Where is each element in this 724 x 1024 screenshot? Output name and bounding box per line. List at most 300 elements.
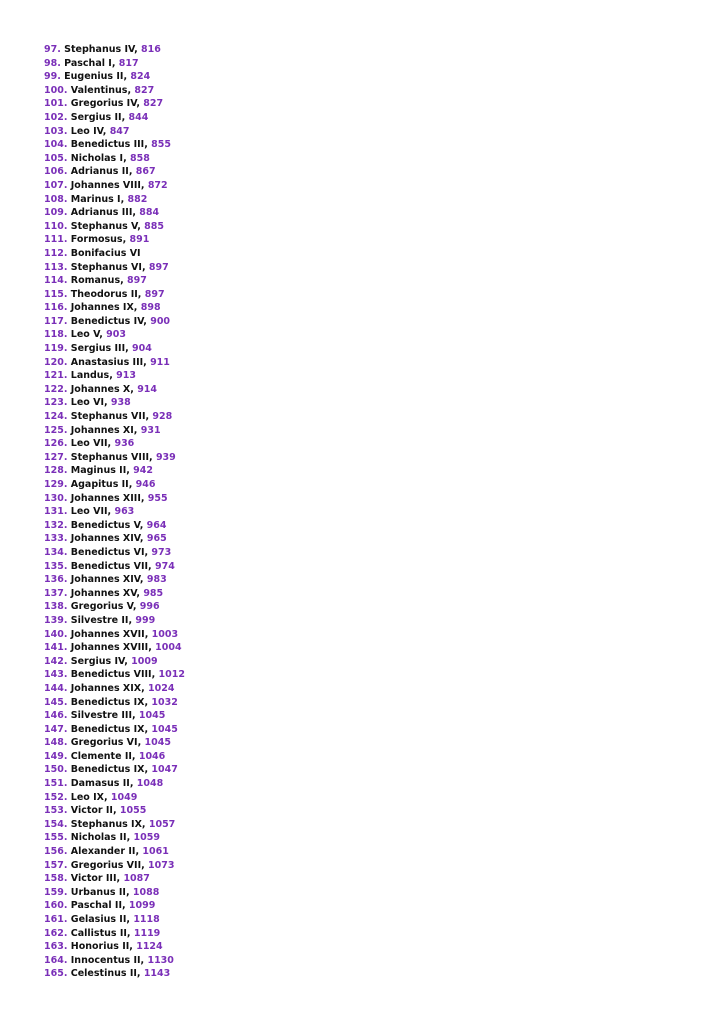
- entry-year: 1045: [138, 710, 166, 722]
- entry-number: 123.: [44, 397, 68, 409]
- entry-separator: ,: [137, 737, 145, 749]
- entry-name: Sergius III: [70, 343, 126, 355]
- entry-separator: ,: [121, 111, 129, 123]
- entry-number: 158.: [44, 873, 68, 885]
- entry-separator: ,: [111, 57, 119, 69]
- entry-name: Silvestre III: [70, 710, 132, 722]
- list-item: [44, 696, 185, 710]
- entry-name: Anastasius III: [70, 356, 144, 368]
- entry-separator: ,: [141, 261, 149, 273]
- entry-name: Stephanus V: [70, 220, 138, 232]
- entry-separator: ,: [112, 805, 120, 817]
- entry-year: 1049: [110, 791, 138, 803]
- list-item: [44, 750, 185, 764]
- entry-separator: ,: [125, 886, 133, 898]
- entry-year: 827: [134, 84, 155, 96]
- list-item: [44, 587, 185, 601]
- entry-name: Benedictus III: [70, 139, 145, 151]
- list-item: [44, 600, 185, 614]
- entry-number: 150.: [44, 764, 68, 776]
- list-item: [44, 206, 185, 220]
- list-item: [44, 777, 185, 791]
- entry-year: 1119: [133, 927, 161, 939]
- entry-year: 1061: [142, 846, 169, 858]
- entry-number: 142.: [44, 655, 68, 667]
- list-item: [44, 655, 185, 669]
- entry-name: Stephanus IX: [70, 818, 142, 830]
- entry-number: 128.: [44, 465, 68, 477]
- entry-separator: ,: [126, 832, 134, 844]
- entry-separator: ,: [144, 764, 152, 776]
- entry-name: Johannes XIV: [70, 533, 140, 545]
- entry-separator: ,: [126, 465, 134, 477]
- list-item: [44, 84, 185, 98]
- list-item: [44, 859, 185, 873]
- entry-separator: ,: [130, 383, 138, 395]
- entry-name: Benedictus IX: [70, 764, 145, 776]
- entry-year: 911: [150, 356, 170, 368]
- list-item: [44, 546, 185, 560]
- entry-number: 137.: [44, 587, 68, 599]
- entry-separator: ,: [132, 207, 140, 219]
- entry-name: Romanus: [70, 275, 121, 287]
- list-item: [44, 940, 185, 954]
- list-item: [44, 356, 185, 370]
- entry-number: 156.: [44, 846, 68, 858]
- entry-year: 884: [139, 207, 160, 219]
- list-item: [44, 641, 185, 655]
- entry-year: 844: [128, 111, 149, 123]
- list-item: [44, 152, 185, 166]
- list-item: [44, 845, 185, 859]
- entry-year: 904: [132, 343, 152, 355]
- entry-year: 1009: [131, 655, 158, 667]
- entry-name: Benedictus VI: [70, 546, 145, 558]
- entry-number: 102.: [44, 111, 68, 123]
- entry-separator: ,: [109, 370, 117, 382]
- entry-number: 134.: [44, 546, 68, 558]
- entry-name: Leo VII: [70, 506, 108, 518]
- entry-number: 129.: [44, 479, 68, 490]
- entry-separator: ,: [121, 900, 129, 912]
- entry-name: Leo IV: [70, 125, 103, 137]
- entry-name: Nicholas I: [70, 152, 124, 164]
- entry-name: Victor III: [70, 873, 117, 885]
- list-item: [44, 247, 185, 261]
- entry-separator: ,: [136, 968, 144, 980]
- entry-name: Johannes XVIII: [70, 642, 149, 654]
- entry-name: Gregorius VII: [70, 859, 142, 871]
- entry-name: Bonifacius VI: [70, 247, 141, 259]
- entry-number: 162.: [44, 927, 68, 939]
- entry-year: 996: [139, 601, 160, 613]
- entry-separator: ,: [123, 152, 130, 164]
- entry-number: 163.: [44, 941, 68, 953]
- entry-name: Benedictus IX: [70, 723, 145, 735]
- entry-separator: ,: [99, 329, 107, 341]
- list-item: [44, 628, 185, 642]
- entry-separator: ,: [148, 560, 155, 572]
- list-item: [44, 872, 185, 886]
- entry-year: 965: [146, 533, 167, 545]
- entry-year: 903: [106, 329, 126, 341]
- entry-number: 111.: [44, 234, 68, 246]
- list-item: [44, 532, 185, 546]
- entry-name: Agapitus II: [70, 479, 129, 490]
- entry-name: Johannes X: [70, 383, 131, 395]
- entry-number: 151.: [44, 778, 68, 790]
- entry-year: 946: [135, 479, 156, 490]
- entry-year: 963: [114, 506, 135, 518]
- entry-separator: ,: [122, 234, 130, 246]
- entry-separator: ,: [136, 98, 144, 110]
- entry-separator: ,: [129, 778, 137, 790]
- entry-separator: ,: [124, 655, 132, 667]
- entry-name: Adrianus II: [70, 166, 129, 178]
- entry-year: 885: [144, 220, 164, 232]
- entry-number: 108.: [44, 193, 68, 205]
- entry-year: 1088: [132, 886, 160, 898]
- list-item: [44, 383, 185, 397]
- entry-name: Leo V: [70, 329, 100, 341]
- list-item: [44, 804, 185, 818]
- pope-list: [44, 43, 185, 981]
- entry-separator: ,: [137, 288, 145, 300]
- entry-number: 122.: [44, 383, 68, 395]
- entry-year: 1046: [138, 750, 166, 762]
- entry-year: 824: [130, 71, 151, 83]
- entry-year: 928: [152, 411, 173, 423]
- entry-name: Leo IX: [70, 791, 104, 803]
- entry-separator: ,: [103, 791, 111, 803]
- entry-separator: ,: [120, 193, 128, 205]
- entry-number: 127.: [44, 451, 68, 463]
- entry-year: 1048: [136, 778, 164, 790]
- entry-name: Benedictus VIII: [70, 669, 152, 681]
- entry-year: 1012: [158, 669, 185, 681]
- list-item: [44, 818, 185, 832]
- entry-number: 153.: [44, 805, 68, 817]
- entry-year: 900: [150, 315, 171, 327]
- list-item: [44, 763, 185, 777]
- entry-year: 1124: [136, 941, 163, 953]
- entry-number: 144.: [44, 682, 68, 694]
- entry-separator: ,: [107, 438, 115, 450]
- entry-name: Honorius II: [70, 941, 130, 953]
- entry-separator: ,: [144, 628, 152, 640]
- entry-number: 154.: [44, 818, 68, 830]
- list-item: [44, 342, 185, 356]
- entry-name: Callistus II: [70, 927, 127, 939]
- list-item: [44, 899, 185, 913]
- list-item: [44, 478, 185, 492]
- list-item: [44, 43, 185, 57]
- entry-year: 1045: [144, 737, 171, 749]
- entry-number: 160.: [44, 900, 68, 912]
- entry-separator: ,: [148, 642, 156, 654]
- entry-name: Alexander II: [70, 846, 136, 858]
- entry-separator: ,: [140, 179, 148, 191]
- list-item: [44, 424, 185, 438]
- entry-separator: ,: [102, 125, 110, 137]
- entry-year: 1099: [128, 900, 156, 912]
- entry-number: 100.: [44, 84, 68, 96]
- entry-separator: ,: [132, 710, 139, 722]
- entry-number: 131.: [44, 506, 68, 518]
- entry-name: Benedictus IV: [70, 315, 144, 327]
- list-item: [44, 831, 185, 845]
- entry-name: Gregorius VI: [70, 737, 138, 749]
- entry-number: 113.: [44, 261, 68, 273]
- entry-separator: ,: [143, 315, 151, 327]
- list-item: [44, 791, 185, 805]
- entry-name: Silvestre II: [70, 614, 129, 626]
- list-item: [44, 111, 185, 125]
- entry-separator: ,: [144, 696, 152, 708]
- entry-separator: ,: [141, 682, 149, 694]
- entry-name: Stephanus VI: [70, 261, 142, 273]
- entry-separator: ,: [140, 492, 148, 504]
- entry-year: 847: [109, 125, 130, 137]
- list-item: [44, 220, 185, 234]
- entry-year: 1057: [148, 818, 176, 830]
- entry-name: Victor II: [70, 805, 113, 817]
- entry-number: 132.: [44, 519, 68, 531]
- entry-year: 1003: [151, 628, 179, 640]
- entry-year: 891: [129, 234, 150, 246]
- entry-number: 161.: [44, 914, 68, 925]
- entry-number: 135.: [44, 560, 68, 572]
- entry-name: Gelasius II: [70, 914, 127, 925]
- entry-number: 105.: [44, 152, 68, 164]
- list-item: [44, 410, 185, 424]
- list-item: [44, 954, 185, 968]
- list-item: [44, 315, 185, 329]
- entry-year: 973: [151, 546, 172, 558]
- entry-separator: ,: [103, 397, 111, 409]
- list-item: [44, 261, 185, 275]
- entry-name: Theodorus II: [70, 288, 138, 300]
- entry-separator: ,: [129, 941, 137, 953]
- entry-name: Johannes XV: [70, 587, 137, 599]
- entry-year: 817: [118, 57, 139, 69]
- entry-number: 101.: [44, 98, 68, 110]
- entry-name: Johannes XIX: [70, 682, 142, 694]
- entry-name: Leo VI: [70, 397, 104, 409]
- entry-separator: ,: [128, 166, 136, 178]
- entry-separator: ,: [145, 411, 153, 423]
- entry-number: 147.: [44, 723, 68, 735]
- entry-separator: ,: [128, 479, 136, 490]
- entry-separator: ,: [139, 519, 147, 531]
- entry-year: 898: [140, 302, 161, 314]
- entry-year: 1073: [148, 859, 175, 871]
- entry-year: 816: [141, 44, 161, 55]
- entry-number: 165.: [44, 968, 68, 980]
- list-item: [44, 437, 185, 451]
- entry-number: 116.: [44, 302, 68, 314]
- entry-number: 155.: [44, 832, 68, 844]
- entry-name: Landus: [70, 370, 110, 382]
- list-item: [44, 505, 185, 519]
- list-item: [44, 614, 185, 628]
- entry-year: 855: [151, 139, 171, 151]
- entry-number: 117.: [44, 315, 68, 327]
- entry-number: 140.: [44, 628, 68, 640]
- entry-number: 138.: [44, 601, 68, 613]
- entry-number: 109.: [44, 207, 68, 219]
- entry-number: 121.: [44, 370, 68, 382]
- list-item: [44, 233, 185, 247]
- entry-number: 125.: [44, 424, 68, 436]
- entry-number: 141.: [44, 642, 68, 654]
- entry-separator: ,: [139, 533, 147, 545]
- entry-number: 110.: [44, 220, 68, 232]
- entry-year: 897: [127, 275, 147, 287]
- list-item: [44, 125, 185, 139]
- entry-number: 119.: [44, 343, 68, 355]
- entry-number: 114.: [44, 275, 68, 287]
- entry-year: 1055: [119, 805, 147, 817]
- entry-separator: ,: [126, 914, 134, 925]
- entry-number: 136.: [44, 574, 68, 586]
- list-item: [44, 57, 185, 71]
- list-item: [44, 709, 185, 723]
- entry-year: 936: [114, 438, 135, 450]
- entry-number: 120.: [44, 356, 68, 368]
- entry-year: 999: [135, 614, 156, 626]
- entry-name: Johannes VIII: [70, 179, 141, 191]
- entry-year: 1032: [151, 696, 178, 708]
- entry-number: 118.: [44, 329, 68, 341]
- entry-name: Innocentus II: [70, 954, 141, 966]
- entry-separator: ,: [120, 275, 128, 287]
- entry-year: 827: [143, 98, 164, 110]
- entry-name: Gregorius IV: [70, 98, 137, 110]
- entry-name: Eugenius II: [64, 71, 124, 83]
- entry-year: 897: [144, 288, 165, 300]
- entry-separator: ,: [144, 723, 152, 735]
- entry-year: 1118: [133, 914, 160, 925]
- entry-separator: ,: [139, 574, 147, 586]
- entry-separator: ,: [128, 614, 136, 626]
- list-item: [44, 138, 185, 152]
- list-item: [44, 301, 185, 315]
- entry-name: Sergius II: [70, 111, 122, 123]
- entry-number: 149.: [44, 750, 68, 762]
- entry-year: 1143: [143, 968, 171, 980]
- entry-year: 964: [146, 519, 167, 531]
- entry-name: Damasus II: [70, 778, 130, 790]
- list-item: [44, 886, 185, 900]
- entry-separator: ,: [116, 873, 124, 885]
- entry-name: Johannes XIV: [70, 574, 140, 586]
- entry-separator: ,: [137, 220, 145, 232]
- entry-number: 145.: [44, 696, 68, 708]
- entry-separator: ,: [133, 424, 141, 436]
- entry-number: 146.: [44, 710, 68, 722]
- entry-number: 107.: [44, 179, 68, 191]
- list-item: [44, 967, 185, 981]
- entry-separator: ,: [143, 356, 151, 368]
- entry-name: Leo VII: [70, 438, 108, 450]
- list-item: [44, 736, 185, 750]
- entry-number: 115.: [44, 288, 68, 300]
- entry-year: 974: [154, 560, 175, 572]
- list-item: [44, 70, 185, 84]
- entry-name: Marinus I: [70, 193, 121, 205]
- entry-name: Clemente II: [70, 750, 132, 762]
- entry-name: Valentinus: [70, 84, 128, 96]
- entry-year: 1024: [148, 682, 175, 694]
- entry-name: Formosus: [70, 234, 123, 246]
- list-item: [44, 396, 185, 410]
- entry-separator: ,: [140, 954, 148, 966]
- list-item: [44, 560, 185, 574]
- list-item: [44, 927, 185, 941]
- entry-name: Nicholas II: [70, 832, 127, 844]
- entry-separator: ,: [131, 750, 139, 762]
- entry-name: Johannes XI: [70, 424, 134, 436]
- entry-year: 939: [155, 451, 176, 463]
- entry-name: Benedictus IX: [70, 696, 145, 708]
- entry-name: Celestinus II: [70, 968, 137, 980]
- entry-number: 164.: [44, 954, 68, 966]
- entry-number: 130.: [44, 492, 68, 504]
- list-item: [44, 369, 185, 383]
- entry-year: 1045: [151, 723, 178, 735]
- entry-name: Benedictus V: [70, 519, 140, 531]
- entry-separator: ,: [135, 846, 143, 858]
- entry-year: 882: [127, 193, 148, 205]
- list-item: [44, 682, 185, 696]
- entry-year: 985: [143, 587, 164, 599]
- entry-separator: ,: [132, 601, 140, 613]
- entry-name: Stephanus VIII: [70, 451, 150, 463]
- list-item: [44, 913, 185, 927]
- list-item: [44, 288, 185, 302]
- entry-name: Paschal I: [64, 57, 112, 69]
- entry-separator: ,: [126, 927, 134, 939]
- entry-name: Sergius IV: [70, 655, 125, 667]
- entry-number: 139.: [44, 614, 68, 626]
- entry-name: Maginus II: [70, 465, 127, 477]
- entry-name: Stephanus VII: [70, 411, 146, 423]
- entry-year: 914: [137, 383, 158, 395]
- entry-year: 897: [148, 261, 169, 273]
- entry-year: 955: [147, 492, 168, 504]
- entry-separator: ,: [107, 506, 115, 518]
- entry-separator: ,: [125, 343, 133, 355]
- entry-separator: ,: [151, 669, 159, 681]
- entry-name: Paschal II: [70, 900, 122, 912]
- entry-number: 97.: [44, 44, 61, 55]
- list-item: [44, 97, 185, 111]
- entry-number: 104.: [44, 139, 68, 151]
- list-item: [44, 193, 185, 207]
- entry-name: Adrianus III: [70, 207, 133, 219]
- entry-name: Urbanus II: [70, 886, 126, 898]
- list-item: [44, 464, 185, 478]
- entry-number: 126.: [44, 438, 68, 450]
- entry-number: 133.: [44, 533, 68, 545]
- entry-separator: ,: [133, 302, 141, 314]
- entry-number: 157.: [44, 859, 68, 871]
- entry-number: 143.: [44, 669, 68, 681]
- list-item: [44, 519, 185, 533]
- list-item: [44, 492, 185, 506]
- entry-number: 106.: [44, 166, 68, 178]
